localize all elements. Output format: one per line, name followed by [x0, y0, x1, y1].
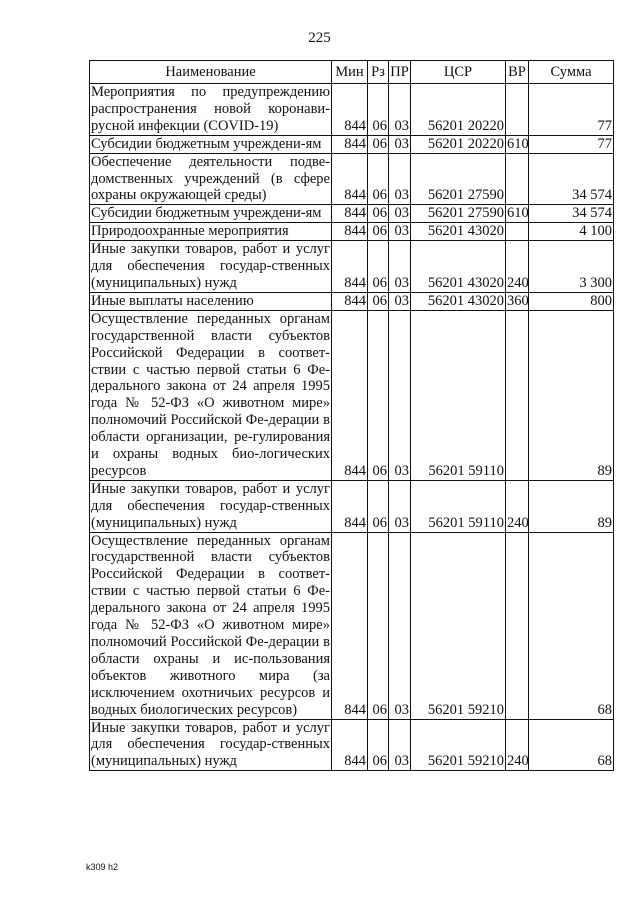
header-rz: Рз	[368, 61, 389, 84]
cell-sum: 3 300	[529, 241, 614, 293]
cell-min: 844	[332, 532, 368, 719]
cell-rz: 06	[368, 84, 389, 136]
table-body	[90, 84, 614, 771]
cell-csr: 56201 27590	[411, 153, 506, 205]
table-row	[90, 135, 614, 153]
cell-rz: 06	[368, 205, 389, 223]
cell-rz: 06	[368, 310, 389, 480]
cell-name: Иные закупки товаров, работ и услуг для обеспечения государ-ственных (муниципальных) нужд	[91, 480, 330, 531]
cell-name: Природоохранные мероприятия	[90, 223, 332, 241]
cell-sum: 68	[529, 532, 614, 719]
cell-name: Иные закупки товаров, работ и услуг для обеспечения государ-ственных (муниципальных) нужд	[91, 241, 330, 291]
cell-min: 844	[332, 719, 368, 771]
cell-vr: 240	[506, 241, 529, 293]
cell-sum: 34 574	[529, 153, 614, 205]
cell-rz: 06	[368, 153, 389, 205]
table-row	[90, 480, 614, 532]
cell-pr: 03	[389, 205, 411, 223]
cell-csr: 56201 43020	[411, 292, 506, 310]
cell-vr: 610	[507, 135, 529, 152]
cell-pr: 03	[389, 84, 411, 136]
cell-csr: 56201 43020	[411, 241, 506, 293]
cell-vr	[506, 223, 529, 241]
header-csr: ЦСР	[411, 61, 506, 84]
cell-sum: 89	[529, 310, 614, 480]
page-number: 225	[308, 30, 331, 46]
cell-pr: 03	[389, 532, 411, 719]
table-row	[90, 153, 614, 205]
cell-vr	[506, 532, 529, 719]
table-row	[90, 292, 614, 310]
table-row	[90, 205, 614, 223]
cell-pr: 03	[389, 480, 411, 532]
cell-csr: 56201 43020	[411, 223, 506, 241]
cell-csr: 56201 59210	[411, 532, 506, 719]
cell-min: 844	[332, 84, 368, 136]
cell-min: 844	[332, 135, 368, 153]
table-row	[90, 310, 614, 480]
cell-vr	[506, 310, 529, 480]
cell-vr	[506, 84, 529, 136]
cell-sum: 68	[529, 719, 614, 771]
cell-vr: 240	[506, 480, 529, 532]
table-row	[90, 241, 614, 293]
cell-csr: 56201 59210	[411, 719, 506, 771]
table-row	[90, 532, 614, 719]
header-row	[90, 61, 614, 84]
cell-pr: 03	[389, 153, 411, 205]
cell-min: 844	[332, 223, 368, 241]
cell-vr: 360	[507, 292, 529, 309]
cell-min: 844	[332, 241, 368, 293]
cell-sum: 77	[529, 84, 614, 136]
cell-rz: 06	[368, 223, 389, 241]
cell-name: Субсидии бюджетным учреждени-ям	[90, 135, 332, 153]
cell-name: Осуществление переданных органам государственной власти субъектов Российской Федерации в соответ-ствии с частью первой статьи 6 Фе-дерального закона от 24 апреля 1995 года № 52-ФЗ «О животном мире» полномочий Российской Фе-дерации в области охраны и ис-пользования объектов животного мира (за исключением охотничьих ресурсов и водных биологических ресурсов)	[91, 532, 330, 718]
cell-sum: 89	[529, 480, 614, 532]
header-min: Мин	[332, 61, 368, 84]
cell-sum: 800	[529, 292, 614, 310]
table-row	[90, 719, 614, 771]
cell-sum: 77	[529, 135, 614, 153]
cell-sum: 34 574	[529, 205, 614, 223]
cell-name: Субсидии бюджетным учреждени-ям	[90, 205, 332, 223]
cell-rz: 06	[368, 480, 389, 532]
cell-rz: 06	[368, 241, 389, 293]
cell-min: 844	[332, 153, 368, 205]
table-row	[90, 223, 614, 241]
cell-pr: 03	[389, 135, 411, 153]
cell-name: Обеспечение деятельности подве-домственных учреждений (в сфере охраны окружающей среды)	[91, 153, 330, 204]
cell-vr: 240	[506, 719, 529, 771]
header-sum: Сумма	[529, 61, 614, 84]
cell-csr: 56201 20220	[411, 84, 506, 136]
cell-sum: 4 100	[529, 223, 614, 241]
footer-code: k309 h2	[86, 862, 119, 872]
cell-rz: 06	[368, 719, 389, 771]
cell-csr: 56201 20220	[411, 135, 506, 153]
cell-rz: 06	[368, 532, 389, 719]
cell-min: 844	[332, 310, 368, 480]
cell-name: Иные выплаты населению	[90, 292, 332, 310]
cell-csr: 56201 27590	[411, 205, 506, 223]
budget-table	[89, 60, 614, 771]
header-name: Наименование	[90, 61, 332, 84]
cell-min: 844	[332, 480, 368, 532]
cell-csr: 56201 59110	[411, 480, 506, 532]
header-vr: ВР	[506, 61, 529, 84]
cell-pr: 03	[389, 310, 411, 480]
cell-pr: 03	[389, 292, 411, 310]
header-pr: ПР	[389, 61, 411, 84]
cell-min: 844	[332, 292, 368, 310]
cell-vr	[506, 153, 529, 205]
cell-rz: 06	[368, 135, 389, 153]
cell-pr: 03	[389, 241, 411, 293]
cell-name: Мероприятия по предупреждению распространения новой коронави-русной инфекции (COVID-19)	[91, 84, 330, 134]
cell-name: Осуществление переданных органам государственной власти субъектов Российской Федерации в соответ-ствии с частью первой статьи 6 Фе-дерального закона от 24 апреля 1995 года № 52-ФЗ «О животном мире» полномочий Российской Фе-дерации в области организации, ре-гулирования и охраны водных био-логических ресурсов	[91, 310, 330, 479]
cell-pr: 03	[389, 223, 411, 241]
cell-csr: 56201 59110	[411, 310, 506, 480]
cell-vr: 610	[507, 205, 529, 222]
cell-pr: 03	[389, 719, 411, 771]
cell-min: 844	[332, 205, 368, 223]
cell-name: Иные закупки товаров, работ и услуг для обеспечения государ-ственных (муниципальных) нужд	[91, 719, 330, 770]
table-row	[90, 84, 614, 136]
cell-rz: 06	[368, 292, 389, 310]
